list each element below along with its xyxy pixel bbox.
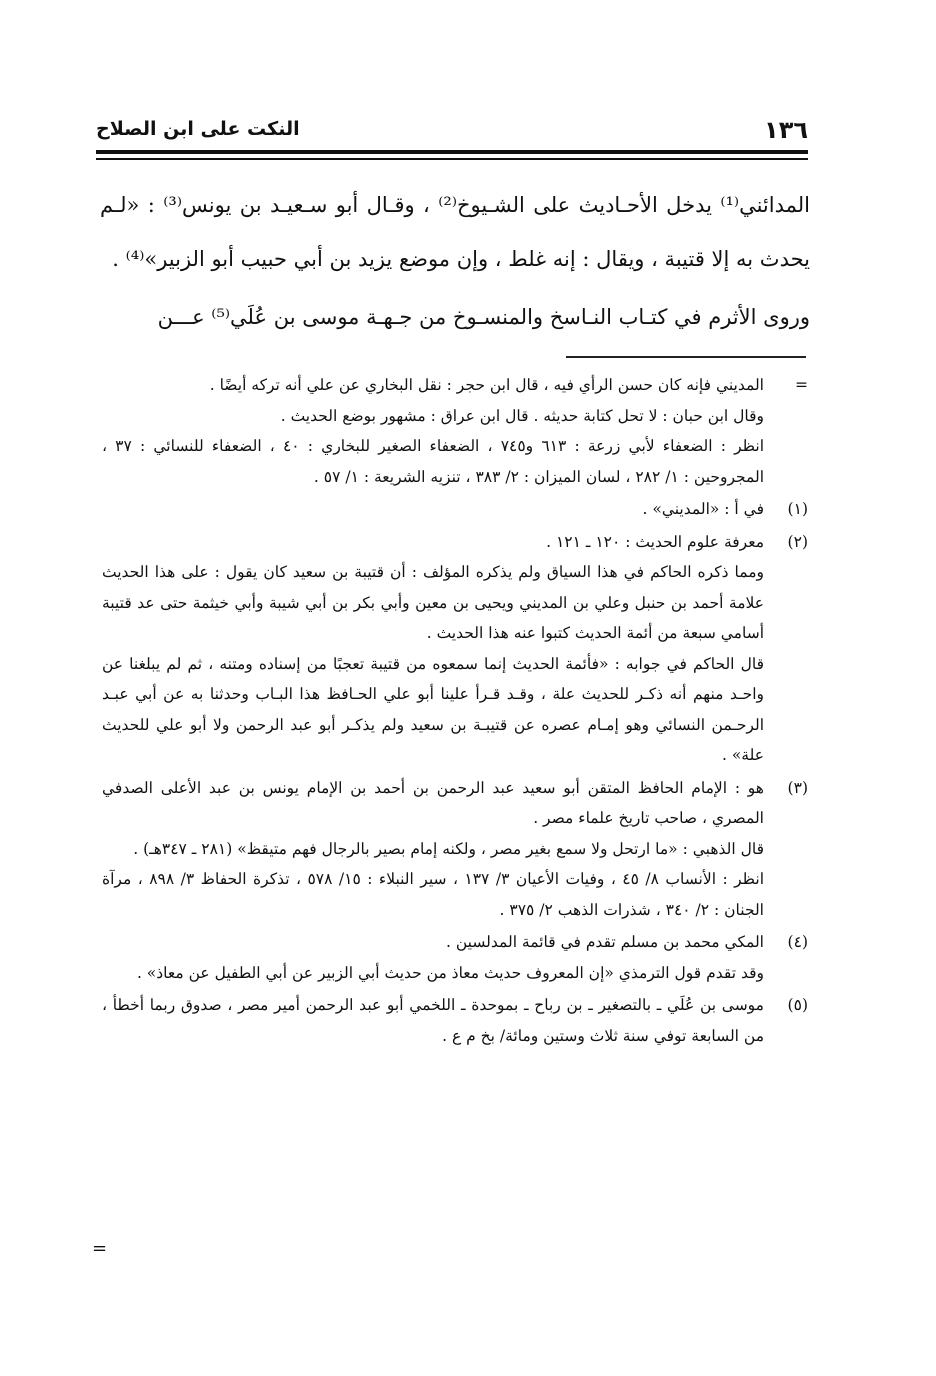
footnote-marker: (٣) (787, 778, 808, 797)
main-paragraph-2: وروى الأثرم في كتـاب النـاسخ والمنسـوخ من جـهـة موسى بن عُلَي⁽⁵⁾ عـــن (157, 305, 810, 329)
footnote-line: انظر : الضعفاء لأبي زرعة : ٦١٣ و٧٤٥ ، الضعفاء الصغير للبخاري : ٤٠ ، الضعفاء للنسائي : ٣٧ ، المجروحين : ١/ ٢٨٢ ، لسان الميزان : ٢/ ٣٨٣ ، تنزيه الشريعة : ١/ ٥٧ . (102, 437, 765, 486)
footnote-2 (102, 527, 808, 771)
footnote-line: ومما ذكره الحاكم في هذا السياق ولم يذكره المؤلف : أن قتيبة بن سعيد كان يقول : على هذا الحديث علامة أحمد بن حنبل وعلي بن المديني ويحيى بن معين وأبي بكر بن أبي شيبة وأبي خيثمة حتى عد قتيبة أسامي سبعة من أئمة الحديث كتبوا عنه هذا الحديث . (102, 563, 764, 642)
footnote-line: انظر : الأنساب ٨/ ٤٥ ، وفيات الأعيان ٣/ ١٣٧ ، سير النبلاء : ١٥/ ٥٧٨ ، تذكرة الحفاظ ٣/ ٨٩٨ ، مرآة الجنان : ٢/ ٣٤٠ ، شذرات الذهب ٢/ ٣٧٥ . (102, 870, 765, 919)
main-paragraph-1: المدائني⁽¹⁾ يدخل الأحـاديث على الشـيوخ⁽²⁾ ، وقـال أبو سـعيـد بن يونس⁽³⁾ : «لـم يحدث به إلا قتيبة ، ويقال : إنه غلط ، وإن موضع يزيد بن أبي حبيب أبو الزبير»⁽⁴⁾ . (100, 193, 810, 271)
footnote-marker: (١) (787, 500, 808, 518)
footnote-marker: (٤) (787, 933, 808, 951)
header-rule-thick (96, 150, 808, 154)
footnote-line: هو : الإمام الحافظ المتقن أبو سعيد عبد الرحمن بن أحمد بن الإمام يونس بن عبد الأعلى الصدفي المصري ، صاحب تاريخ علماء مصر . (102, 778, 764, 827)
footnote-line: في أ : «المديني» . (642, 500, 764, 518)
footnote-marker: (٢) (787, 532, 808, 551)
footnote-continuation (102, 370, 808, 492)
footnote-line: قال الحاكم في جوابه : «فأئمة الحديث إنما سمعوه من قتيبة تعجبًا من إسناده ومتنه ، ثم لم يبلغنا عن واحـد منهم أنه ذكـر للحديث علة ، وقـد قـرأ علينا أبو علي الحـافظ هذا البـاب وحدثنا به عن أبي عبـد الرحـمن النسائي وهو إمـام عصره عن قتيبـة بن سعيد ولم يذكـر أبو عبد الرحمن ولا أبو علي للحديث علة» . (102, 654, 764, 764)
page-header (96, 112, 808, 152)
footnote-line: المديني فإنه كان حسن الرأي فيه ، قال ابن حجر : نقل البخاري عن علي أنه تركه أيضًا . (209, 376, 764, 394)
running-title: النكت على ابن الصلاح (96, 118, 300, 140)
footnote-3 (102, 773, 808, 926)
footnote-1 (102, 494, 808, 525)
footnotes (102, 370, 808, 1053)
footnote-line: قال الذهبي : «ما ارتحل ولا سمع بغير مصر ، ولكنه إمام بصير بالرجال فهم متيقظ» (٢٨١ ـ ٣٤٧هـ) . (133, 839, 764, 858)
footnote-line: معرفة علوم الحديث : ١٢٠ ـ ١٢١ . (546, 532, 764, 551)
footnote-line: وقد تقدم قول الترمذي «إن المعروف حديث معاذ من حديث أبي الزبير عن أبي الطفيل عن معاذ» . (136, 963, 764, 982)
footnote-marker: = (795, 376, 808, 394)
footnote-line: وقال ابن حبان : لا تحل كتابة حديثه . قال ابن عراق : مشهور بوضع الحديث . (280, 406, 764, 425)
main-text (100, 178, 810, 344)
page-number: ١٣٦ (764, 116, 808, 144)
footnote-line: المكي محمد بن مسلم تقدم في قائمة المدلسين . (446, 933, 764, 951)
continuation-mark: = (92, 1238, 108, 1259)
footnote-marker: (٥) (787, 996, 808, 1014)
header-rule-thin (96, 158, 808, 160)
footnote-4 (102, 927, 808, 988)
footnote-5 (102, 990, 808, 1051)
footnote-separator (566, 356, 806, 358)
footnote-line: موسى بن عُلَي ـ بالتصغير ـ بن رباح ـ بموحدة ـ اللخمي أبو عبد الرحمن أمير مصر ، صدوق ربما أخطأ ، من السابعة توفي سنة ثلاث وستين ومائة/ بخ م ع . (102, 996, 764, 1045)
